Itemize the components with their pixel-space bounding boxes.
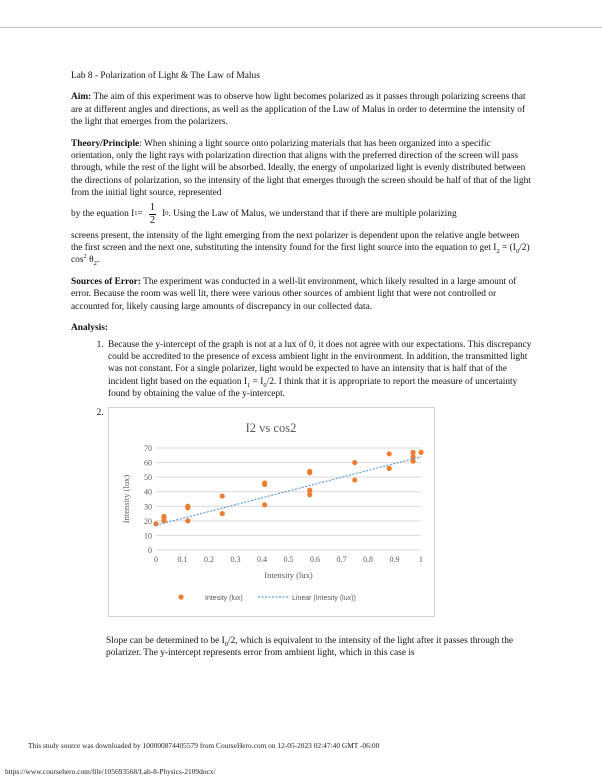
theory-sub-theta: 2 [93,260,97,268]
fraction-one-half [149,202,156,227]
data-point [185,518,190,523]
top-divider [0,27,602,28]
eq-i0: I [162,208,166,219]
legend-label-points: Intesity (lux) [205,594,243,602]
y-tick-label: 10 [144,530,152,540]
data-point [153,521,158,526]
theory-text-2d: θ [86,255,94,266]
document-title: Lab 8 - Polarization of Light & The Law of Malus [71,71,260,81]
aim-paragraph [71,91,533,128]
y-axis-title: Intensity (lux) [121,474,131,523]
x-tick-label: 0.5 [283,554,294,564]
data-point [307,468,312,473]
data-point [387,465,392,470]
theory-text-2 [71,230,533,267]
fraction-numerator: 1 [149,201,156,213]
slope-paragraph [106,635,533,660]
theory-paragraph [71,138,533,267]
x-tick-label: 0.8 [363,554,373,564]
aim-label: Aim: [71,92,92,103]
analysis-item-2 [106,407,533,617]
fraction-denominator: 2 [149,214,156,226]
x-tick-label: 0.4 [257,554,267,564]
item1-text-c: /2. I think that it is appropriate to report the measure of uncertainty found by obtaining the value of the y-intercept. [108,376,518,400]
x-tick-label: 0.6 [310,554,320,564]
data-point [352,477,357,482]
sources-paragraph [71,276,533,313]
y-tick-label: 60 [144,458,152,468]
document-body [71,70,533,659]
item1-text-b: = I [250,376,264,387]
y-tick-label: 30 [144,501,152,511]
x-tick-label: 0.2 [204,554,214,564]
data-point [307,487,312,492]
theory-text-1: : When shining a light source onto polarizing materials that has been organized into a specific orientation, only the light rays with polarization direction that aligns with the preferred direction of the screen will pass through, while the rest of the light will be absorbed. Ideally, the energy of unpolarized light is evenly distributed between the directions of polarization, so the intensity of the light that emerges through the screen should be half of that of the light from the initial light source, represented [71,138,531,199]
data-point [352,460,357,465]
scatter-chart [109,408,434,616]
x-tick-label: 0 [154,554,158,564]
eq-prefix: by the equation I [71,208,135,219]
x-tick-label: 0.1 [177,554,188,564]
sources-label: Sources of Error: [71,276,141,287]
eq-rest: . Using the Law of Malus, we understand that if there are multiple polarizing [168,208,457,219]
y-tick-label: 70 [144,443,152,453]
eq-equals: = [137,208,143,219]
data-point [418,449,423,454]
item1-sub-1: 1 [247,381,251,389]
data-point [262,480,267,485]
theory-equation-line: by the equation I 1 = $\frac{1}{2}$ I 0 . Using the Law of Malus, we understand that if there are multiple polarizing [71,201,457,226]
x-tick-label: 0.7 [336,554,347,564]
theory-text-2b: = (I [499,243,516,254]
data-point [220,493,225,498]
chart-title: 2. I2 vs cos2 [245,420,297,435]
x-tick-label: 0.9 [389,554,400,564]
data-point [410,449,415,454]
theory-sub-0: 0 [515,247,520,255]
item1-text-a: Because the y-intercept of the graph is not at a lux of 0, it does not agree with our expectations. This discrepancy could be accredited to the presence of excess ambient light in the environment. In addition, the transmitted light was not constant. For a single polarizer, light would be expected to have an intensity that is half that of the incident light based on the equation I [108,339,532,387]
y-tick-label: 20 [144,516,152,526]
y-tick-label: 40 [144,487,152,497]
legend-marker-points [178,594,183,599]
legend-label-trendline: Linear (Intesity (lux)) [292,594,356,602]
theory-text-2c: /2) cos [71,243,530,266]
theory-label: Theory/Principle [71,138,140,149]
theory-sup-2: 2 [83,253,87,261]
analysis-label: Analysis: [71,323,108,334]
theory-sub-2: 2 [496,247,500,255]
x-axis-title: Intensity (lux) [264,569,313,580]
aim-text: The aim of this experiment was to observe how light becomes polarized as it passes through polarizing screens that are at different angles and directions, as well as the application of the Law of Malus in order to determine the intensity of the light that emerges from the polarizers. [71,92,526,128]
analysis-item-1 [106,339,533,401]
analysis-list [71,339,533,617]
x-tick-label: 0.3 [230,554,241,564]
slope-text-b: /2, which is equivalent to the intensity of the light after it passes through the polarizer. The y-intercept represents error from ambient light, which in this case is [106,635,514,658]
data-point [387,451,392,456]
sources-text: The experiment was conducted in a well-lit environment, which likely resulted in a large amount of error. Because the room was well lit, there were various other sources of ambient light that were not controlled or accounted for, likely causing large amounts of discrepancy in our collected data. [71,276,517,312]
item1-sub-0: 0 [263,381,267,389]
data-point [220,511,225,516]
theory-text-2a: screens present, the intensity of the light emerging from the next polarizer is dependent upon the relative angle between the first screen and the next one, substituting the intensity found for the first light source into the equation to get I [71,230,520,254]
data-point [185,503,190,508]
data-point [161,513,166,518]
slope-sub-0: 0 [224,640,228,648]
chart-container [108,407,435,617]
slope-text-a: Slope can be determined to be I [106,635,225,646]
y-tick-label: 50 [144,472,152,482]
data-point [262,502,267,507]
theory-text-2e: . [96,255,100,266]
trendline [156,456,421,524]
analysis-section [71,322,533,659]
x-tick-label: 1 [419,554,423,564]
y-tick-label: 0 [148,545,152,555]
footer-url[interactable]: https://www.coursehero.com/file/105693568/Lab-8-Physics-2109docx/ [5,767,216,776]
footer-download-notice: This study source was downloaded by 100000874405579 from CourseHero.com on 12-05-2023 02:47:40 GMT -06:00 [28,741,380,750]
